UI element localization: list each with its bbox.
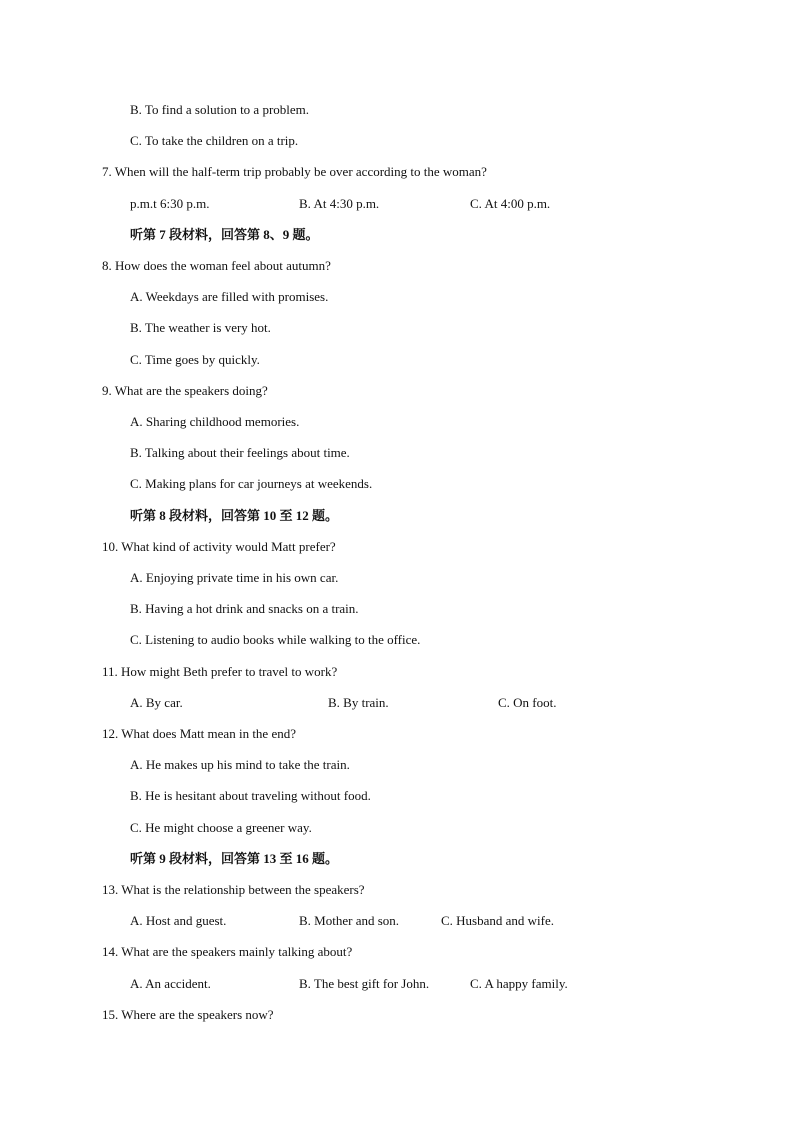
q8-option-c: C. Time goes by quickly. bbox=[130, 352, 260, 367]
q9-option-a: A. Sharing childhood memories. bbox=[130, 414, 300, 429]
q11-question: 11. How might Beth prefer to travel to work? bbox=[102, 664, 338, 679]
q10-question: 10. What kind of activity would Matt prefer? bbox=[102, 539, 336, 554]
section-heading-9: 听第 9 段材料，回答第 13 至 16 题。 bbox=[130, 851, 339, 866]
q9-option-c: C. Making plans for car journeys at weekends. bbox=[130, 476, 373, 491]
q6-option-c: C. To take the children on a trip. bbox=[130, 133, 299, 148]
q9-option-b: B. Talking about their feelings about time. bbox=[130, 445, 350, 460]
q13-question: 13. What is the relationship between the speakers? bbox=[102, 882, 365, 897]
q11-option-a: A. By car. bbox=[130, 695, 183, 710]
section-heading-7: 听第 7 段材料，回答第 8、9 题。 bbox=[130, 227, 319, 242]
q13-option-b: B. Mother and son. bbox=[299, 913, 400, 928]
q8-question: 8. How does the woman feel about autumn? bbox=[102, 258, 331, 273]
q14-option-a: A. An accident. bbox=[130, 976, 211, 991]
q7-question: 7. When will the half-term trip probably be over according to the woman? bbox=[102, 164, 487, 179]
q14-question: 14. What are the speakers mainly talking about? bbox=[102, 944, 353, 959]
q8-option-b: B. The weather is very hot. bbox=[130, 320, 271, 335]
q6-option-b: B. To find a solution to a problem. bbox=[130, 102, 310, 117]
q12-option-c: C. He might choose a greener way. bbox=[130, 820, 312, 835]
q7-option-a: p.m.t 6:30 p.m. bbox=[130, 196, 210, 211]
q7-option-b: B. At 4:30 p.m. bbox=[299, 196, 380, 211]
q14-option-b: B. The best gift for John. bbox=[299, 976, 430, 991]
q9-question: 9. What are the speakers doing? bbox=[102, 383, 268, 398]
q10-option-c: C. Listening to audio books while walking to the office. bbox=[130, 632, 421, 647]
q7-option-c: C. At 4:00 p.m. bbox=[470, 196, 551, 211]
q15-question: 15. Where are the speakers now? bbox=[102, 1007, 274, 1022]
q12-question: 12. What does Matt mean in the end? bbox=[102, 726, 296, 741]
q10-option-a: A. Enjoying private time in his own car. bbox=[130, 570, 339, 585]
q12-option-b: B. He is hesitant about traveling without food. bbox=[130, 788, 371, 803]
q11-option-b: B. By train. bbox=[328, 695, 389, 710]
q13-option-c: C. Husband and wife. bbox=[441, 913, 555, 928]
section-heading-8: 听第 8 段材料，回答第 10 至 12 题。 bbox=[130, 508, 339, 523]
q10-option-b: B. Having a hot drink and snacks on a train. bbox=[130, 601, 359, 616]
q11-option-c: C. On foot. bbox=[498, 695, 557, 710]
q14-option-c: C. A happy family. bbox=[470, 976, 568, 991]
q8-option-a: A. Weekdays are filled with promises. bbox=[130, 289, 329, 304]
q13-option-a: A. Host and guest. bbox=[130, 913, 227, 928]
q12-option-a: A. He makes up his mind to take the train. bbox=[130, 757, 350, 772]
